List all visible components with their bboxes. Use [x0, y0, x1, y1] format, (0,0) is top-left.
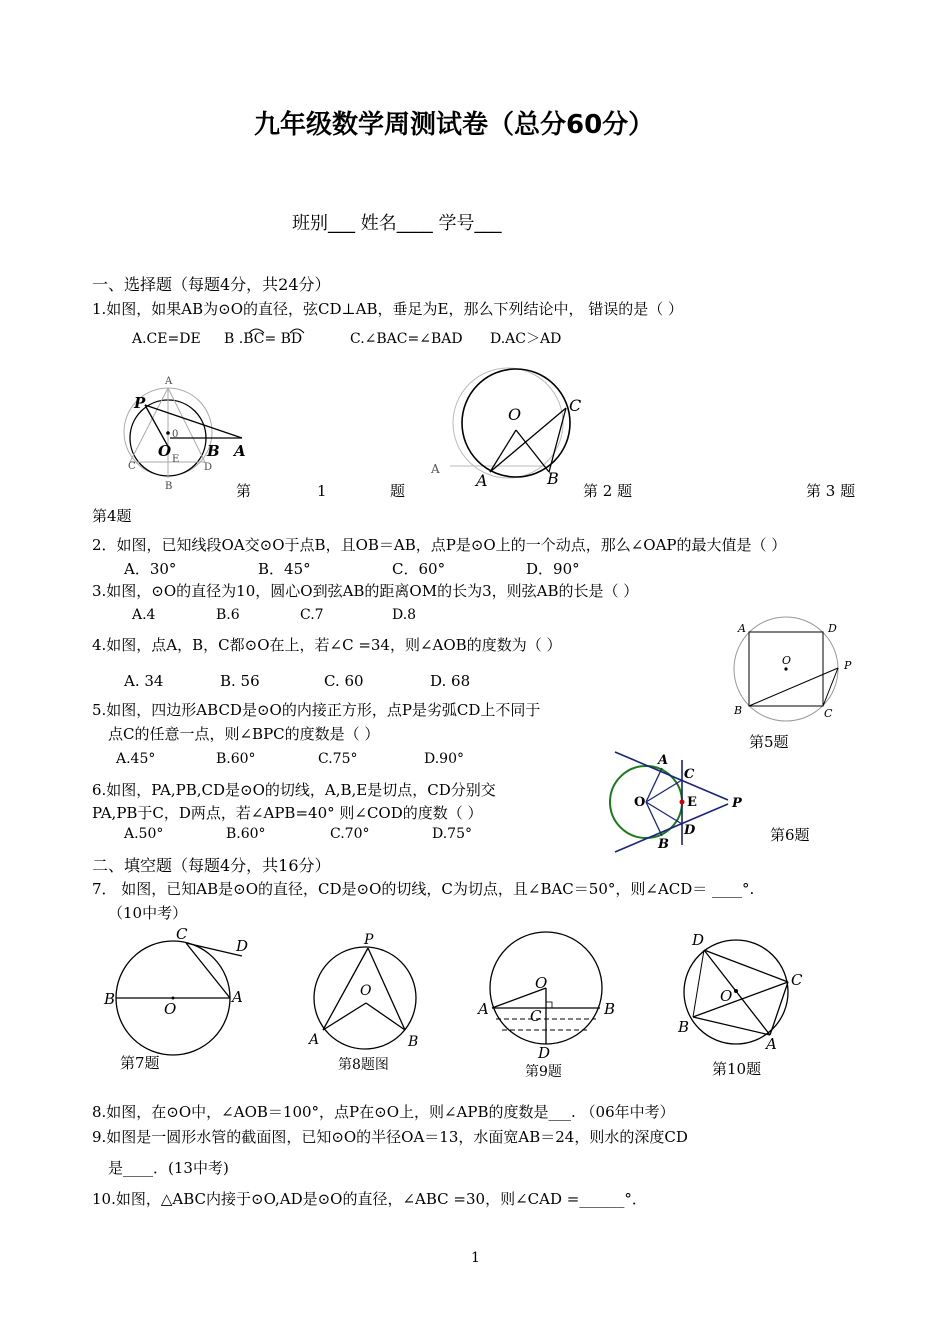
fig5-label-a: A — [738, 622, 746, 635]
fig5-line-bp — [749, 668, 838, 706]
caption-1b: 1 — [317, 482, 327, 500]
question-4-option-c: C. 60 — [324, 672, 364, 690]
question-9-line-2: 是____．(13中考) — [108, 1159, 229, 1177]
fig7-label-o: O — [164, 1000, 177, 1018]
question-2-option-c: C．60° — [392, 560, 446, 578]
fig7-label-a: A — [232, 988, 243, 1006]
question-6-line-2: PA,PB于C，D两点，若∠APB=40° 则∠COD的度数（ ） — [92, 804, 483, 822]
fig2-line — [549, 408, 566, 472]
figure-7 — [103, 925, 248, 1055]
figure-9 — [476, 932, 615, 1062]
question-4-stem: 4.如图，点A，B，C都⊙O在上，若∠C =34，则∠AOB的度数为（ ） — [92, 636, 562, 654]
fig8-label-a: A — [309, 1032, 320, 1048]
fig1-label-o: O — [158, 442, 172, 460]
question-1-option-a: A.CE=DE — [132, 331, 201, 347]
question-3-option-a: A.4 — [132, 607, 156, 623]
caption-8: 第8题图 — [338, 1057, 389, 1073]
fig5-center-dot — [784, 667, 787, 670]
question-1-option-b: B .BC= BD — [224, 331, 303, 347]
fig6-label-b: B — [658, 837, 669, 852]
fig6-label-d: D — [684, 823, 696, 838]
fig2-label-b: B — [547, 469, 559, 488]
figure-2 — [430, 368, 581, 490]
question-5-option-a: A.45° — [116, 751, 156, 767]
question-6-option-d: D.75° — [432, 826, 472, 842]
fig1-label-b: B — [207, 442, 220, 460]
question-5-line-1: 5.如图，四边形ABCD是⊙O的内接正方形，点P是劣弧CD上不同于 — [92, 701, 541, 719]
fig10-label-o: O — [720, 987, 733, 1005]
question-4-option-d: D. 68 — [430, 672, 471, 690]
question-4-option-b: B. 56 — [220, 672, 260, 690]
fig10-label-d: D — [692, 931, 705, 949]
caption-1c: 题 — [390, 482, 406, 500]
question-4-option-a: A. 34 — [124, 672, 164, 690]
figure-10 — [677, 931, 803, 1053]
question-5-line-2: 点C的任意一点，则∠BPC的度数是（ ） — [108, 725, 380, 743]
question-2-option-a: A．30° — [124, 560, 177, 578]
question-9-line-1: 9.如图是一圆形水管的截面图，已知⊙O的半径OA＝13，水面宽AB＝24，则水的深度CD — [92, 1128, 688, 1146]
section-1-heading: 一、选择题（每题4分，共24分） — [92, 275, 331, 294]
arc-mark-bc — [249, 329, 264, 333]
question-7-line-1: 7． 如图，已知AB是⊙O的直径，CD是⊙O的切线，C为切点，且∠BAC＝50°，则∠ACD＝ ____°. — [92, 880, 755, 898]
fig6-label-a: A — [658, 753, 669, 768]
fig6-point-e — [680, 800, 685, 805]
fig7-label-c: C — [176, 925, 188, 943]
fig5-label-o: O — [782, 654, 792, 667]
question-6-line-1: 6.如图，PA,PB,CD是⊙O的切线，A,B,E是切点，CD分别交 — [92, 781, 496, 799]
fig2-label-o: O — [508, 405, 522, 424]
question-6-option-c: C.70° — [330, 826, 370, 842]
question-2-option-d: D．90° — [526, 560, 580, 578]
fig8-label-b: B — [408, 1034, 419, 1050]
fig10-label-b: B — [678, 1018, 690, 1036]
fig1-label-a: A — [234, 442, 246, 460]
caption-5: 第5题 — [749, 733, 789, 751]
fig7-label-d: D — [236, 937, 249, 955]
section-2-heading: 二、填空题（每题4分，共16分） — [92, 856, 331, 875]
fig2-label-c: C — [569, 396, 582, 415]
fig1-center-dot — [166, 431, 170, 435]
question-3-option-d: D.8 — [392, 607, 417, 623]
question-1-stem: 1.如图，如果AB为⊙O的直径，弦CD⊥AB，垂足为E，那么下列结论中， 错误的是（ ） — [92, 300, 683, 318]
fig1-label-b-small: B — [165, 481, 173, 492]
caption-3: 第 3 题 — [806, 482, 856, 500]
fig9-label-c: C — [530, 1007, 542, 1025]
fig5-label-b: B — [734, 704, 743, 717]
fig10-label-a: A — [766, 1035, 777, 1053]
figure-1 — [124, 376, 246, 492]
caption-10: 第10题 — [712, 1060, 762, 1078]
question-10-stem: 10.如图，△ABC内接于⊙O,AD是⊙O的直径，∠ABC =30，则∠CAD =______°． — [92, 1190, 647, 1208]
caption-7: 第7题 — [120, 1054, 160, 1072]
fig1-line — [168, 388, 205, 462]
figure-6 — [610, 752, 743, 852]
fig8-label-o: O — [360, 983, 372, 999]
fig1-label-a-small: A — [165, 376, 173, 387]
fig10-label-c: C — [791, 971, 803, 989]
question-6-option-a: A.50° — [124, 826, 164, 842]
caption-2: 第 2 题 — [583, 482, 633, 500]
question-5-option-c: C.75° — [318, 751, 358, 767]
fig9-label-a: A — [478, 1000, 489, 1018]
question-5-option-b: B.60° — [216, 751, 256, 767]
arc-mark-bd — [290, 329, 304, 333]
fig6-label-o: O — [634, 795, 646, 810]
question-3-stem: 3.如图，⊙O的直径为10，圆心O到弦AB的距离OM的长为3，则弦AB的长是（ ） — [92, 582, 639, 600]
page-number: 1 — [471, 1250, 480, 1266]
fig10-center-dot — [734, 989, 738, 993]
figure-8 — [307, 932, 418, 1050]
caption-9: 第9题 — [525, 1064, 562, 1080]
fig6-label-p: P — [732, 796, 742, 811]
fig1-label-d: D — [204, 462, 213, 473]
question-3-option-b: B.6 — [216, 607, 240, 623]
caption-4: 第4题 — [92, 507, 132, 525]
question-1-option-c: C.∠BAC=∠BAD — [350, 331, 463, 347]
question-7-line-2: （10中考） — [108, 904, 188, 922]
fig6-label-c: C — [684, 767, 695, 782]
fig6-tangent-pb — [615, 804, 728, 852]
fig9-label-o: O — [535, 974, 548, 992]
caption-1a: 第 — [236, 482, 252, 500]
question-1-option-d: D.AC＞AD — [490, 331, 562, 347]
fig9-label-b: B — [604, 1000, 616, 1018]
figure-5 — [733, 617, 852, 721]
caption-6: 第6题 — [770, 826, 810, 844]
fig2-line — [490, 408, 566, 472]
fig6-label-e: E — [687, 795, 697, 810]
fig2-label-a: A — [476, 471, 488, 490]
fig5-label-p: P — [844, 659, 852, 672]
question-2-option-b: B．45° — [258, 560, 311, 578]
fig8-line — [323, 1003, 366, 1030]
fig7-label-b: B — [104, 990, 116, 1008]
fig2-label-a-back: A — [431, 462, 440, 476]
fig9-label-d: D — [538, 1044, 551, 1062]
fig9-right-angle — [546, 1002, 552, 1008]
fig1-label-e: E — [172, 454, 180, 465]
fig1-label-o-small: 0 — [172, 429, 179, 440]
fig8-label-p: P — [364, 932, 374, 948]
question-5-option-d: D.90° — [424, 751, 464, 767]
fig6-tangent-pa — [615, 752, 728, 800]
fig5-label-d: D — [828, 622, 837, 635]
question-6-option-b: B.60° — [226, 826, 266, 842]
page-title: 九年级数学周测试卷（总分60分） — [254, 110, 655, 140]
student-info-line: 班别___ 姓名____ 学号___ — [292, 213, 502, 234]
question-8-stem: 8.如图，在⊙O中，∠AOB＝100°，点P在⊙O上，则∠APB的度数是___. （06年中考） — [92, 1103, 675, 1121]
question-3-option-c: C.7 — [300, 607, 324, 623]
question-2-stem: 2．如图，已知线段OA交⊙O于点B，且OB＝AB，点P是⊙O上的一个动点，那么∠OAP的最大值是（ ） — [92, 536, 787, 554]
fig1-label-c: C — [128, 461, 136, 472]
fig10-line-bc — [693, 982, 788, 1017]
fig1-label-p: P — [134, 394, 146, 412]
fig5-label-c: C — [824, 707, 833, 720]
